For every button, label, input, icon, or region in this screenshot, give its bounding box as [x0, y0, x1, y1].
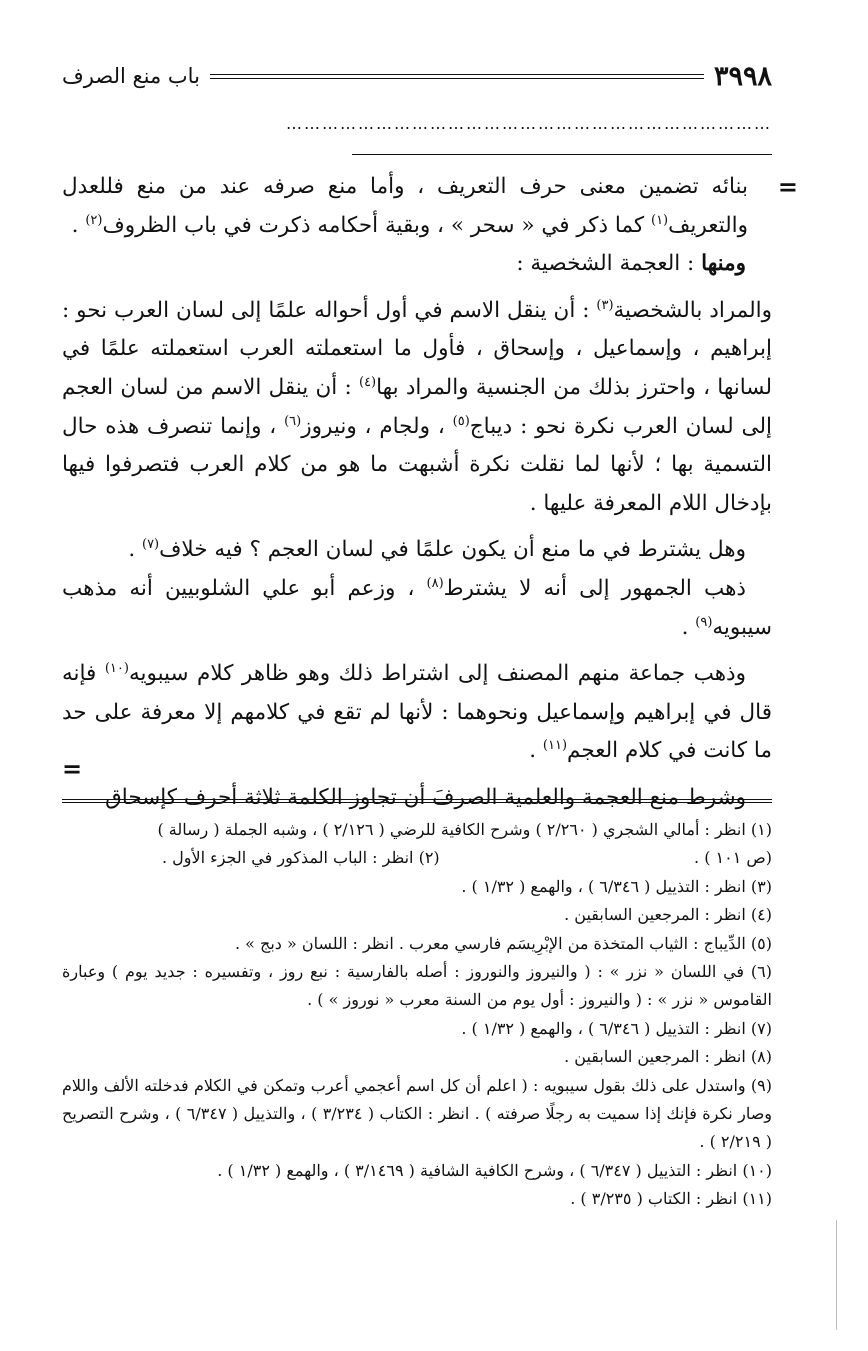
footnote-ref: (٦) [284, 413, 302, 429]
footnote-rule [62, 799, 772, 803]
paragraph-3: والمراد بالشخصية$^{(٣)}$ : أن ينقل الاسم في أول أحواله علمًا إلى لسان العرب نحو : إبراهيم ، وإسماعيل ، وإسحاق ، فأول ما استعملته العرب استعملته علمًا في لسانها ، واحترز بذلك من الجنسية والمراد بها$^{(٤)}$ : أن ينقل الاسم من لسان العجم إلى لسان العرب نكرة نحو : ديباج$^{(٥)}$ ، ولجام ، ونيروز$^{(٦)}$ ، وإنما تنصرف هذه حال التسمية بها ؛ لأنها لما نقلت نكرة أشبهت ما هو من كلام العرب فتصرفوا فيها بإدخال اللام المعرفة عليها . [62, 297, 773, 516]
footnote-2: (٢) انظر : الباب المذكور في الجزء الأول . [162, 848, 440, 868]
paragraph-5: ذهب الجمهور إلى أنه لا يشترط$^{(٨)}$ ، وزعم أبو علي الشلوبيين أنه مذهب سيبويه$^{(٩)}$ . [62, 575, 772, 640]
footnote-8: (٨) انظر : المرجعين السابقين . [564, 1047, 772, 1067]
footnote-ref: (٩) [695, 614, 713, 630]
footnote-1: (١) انظر : أمالي الشجري ( ٢/٢٦٠ ) وشرح الكافية للرضي ( ٢/١٢٦ ) ، وشبه الجملة ( رسالة ) [157, 820, 772, 839]
paragraph-2: ومنها : العجمة الشخصية : [516, 251, 746, 277]
footnote-ref: (١٠) [104, 660, 129, 676]
running-head: باب منع الصرف [62, 64, 200, 88]
footnote-6: (٦) في اللسان « نزر » : ( والنيروز والنوروز : أصله بالفارسية : نبع روز ، وتفسيره : جديد يوم ) وعبارة القاموس « نزر » : ( والنيروز : أول يوم من السنة معرب « نوروز » ) . [62, 962, 772, 1010]
continuation-mark-start: = [777, 172, 798, 201]
footnote-5: (٥) الدِّيباج : الثياب المتخذة من الإبْرِيسَم فارسي معرب . انظر : اللسان « دبج » . [234, 933, 772, 953]
scan-edge-line [836, 1220, 837, 1330]
continuation-mark-end: = [62, 754, 83, 783]
footnote-ref: (٧) [141, 537, 160, 553]
footnote-ref: (٣) [596, 297, 614, 313]
footnote-1-cont: (ص ١٠١ ) . [694, 848, 772, 868]
main-text [62, 168, 772, 818]
footnote-ref: (٨) [426, 575, 444, 591]
footnote-9: (٩) واستدل على ذلك بقول سيبويه : ( اعلم أن كل اسم أعجمي أعرب وتمكن في الكلام فدخلته الألف واللام وصار نكرة فإنك إذا سميت به رجلًا صرفته ) . انظر : الكتاب ( ٣/٢٣٤ ) ، والتذييل ( ٦/٣٤٧ ) ، وشرح التصريح ( ٢/٢١٩ ) . [62, 1075, 773, 1152]
dotted-separator: ……………………………………………………………………… [286, 114, 772, 133]
header-rule [210, 74, 704, 79]
footnote-row [62, 844, 772, 872]
footnote-ref: (٤) [358, 374, 377, 390]
page-number: ٣٩٩٨ [713, 60, 772, 92]
separator-rule [352, 154, 772, 155]
footnote-7: (٧) انظر : التذييل ( ٦/٣٤٦ ) ، والهمع ( ١/٣٢ ) . [461, 1018, 772, 1038]
footnotes [62, 816, 772, 1214]
paragraph-6: وذهب جماعة منهم المصنف إلى اشتراط ذلك وهو ظاهر كلام سيبويه$^{(١٠)}$ فإنه قال في إبراهيم وإسماعيل ونحوهما : لأنها لم تقع في كلامهم إلا معرفة على حد ما كانت في كلام العجم$^{(١١)}$ . [62, 660, 772, 764]
paragraph-4: وهل يشترط في ما منع أن يكون علمًا في لسان العجم ؟ فيه خلاف$^{(٧)}$ . [128, 537, 746, 563]
footnote-10: (١٠) انظر : التذييل ( ٦/٣٤٧ ) ، وشرح الكافية الشافية ( ٣/١٤٦٩ ) ، والهمع ( ١/٣٢ ) . [217, 1160, 772, 1180]
paragraph-7: وشرط منع العجمة والعلمية الصرفَ أن تجاوز الكلمة ثلاثة أحرف كإسحاق [105, 784, 746, 810]
footnote-4: (٤) انظر : المرجعين السابقين . [564, 905, 772, 925]
footnote-ref: (١١) [542, 738, 568, 754]
footnote-ref: (٥) [452, 413, 470, 429]
footnote-11: (١١) انظر : الكتاب ( ٣/٢٣٥ ) . [570, 1189, 772, 1209]
section-keyword: ومنها [701, 251, 746, 277]
footnote-ref: (٢) [85, 212, 103, 228]
paragraph-1: بنائه تضمين معنى حرف التعريف ، وأما منع صرفه عند من منع فللعدل والتعريف$^{(١)}$ كما ذكر في « سحر » ، وبقية أحكامه ذكرت في باب الظروف$^{(٢)}$ . [62, 174, 748, 238]
footnote-ref: (١) [650, 212, 669, 228]
page-header [62, 56, 772, 96]
footnote-3: (٣) انظر : التذييل ( ٦/٣٤٦ ) ، والهمع ( ١/٣٢ ) . [461, 876, 772, 896]
